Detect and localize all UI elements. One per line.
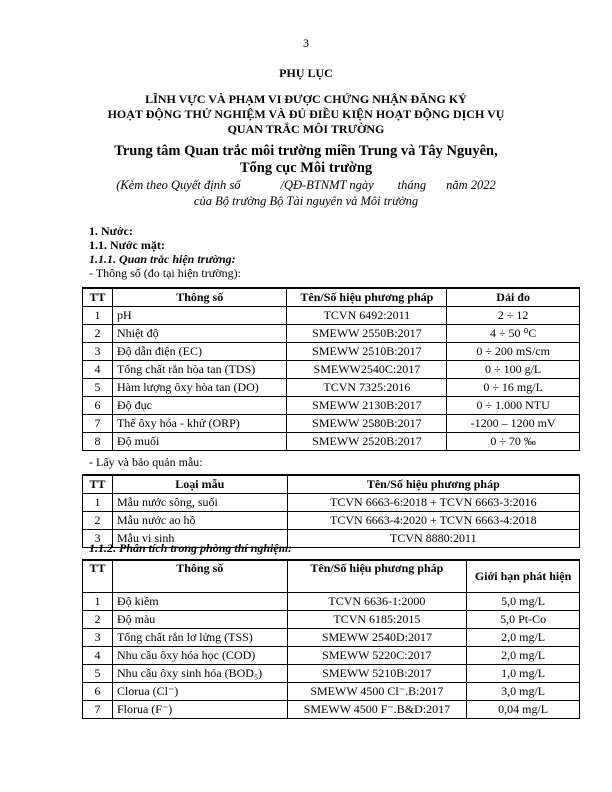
section-1-heading: 1. Nước:	[89, 224, 133, 238]
decision-part-4: năm 2022	[446, 178, 496, 192]
decision-part-3: tháng	[397, 178, 427, 192]
table-row: 5 Nhu cầu ôxy sinh hóa (BOD₅) SMEWW 5210B:2017 1,0 mg/L	[83, 665, 580, 683]
col-header-method: Tên/Số hiệu phương pháp	[287, 475, 579, 494]
col-header-parameter: Thông số	[112, 560, 287, 593]
table-row: 5 Hàm lượng ôxy hòa tan (DO) TCVN 7325:2016 0 ÷ 16 mg/L	[83, 379, 580, 397]
col-header-sample-type: Loại mẫu	[112, 475, 287, 494]
table-row: 1 Mẫu nước sông, suối TCVN 6663-6:2018 + TCVN 6663-3:2016	[83, 494, 580, 512]
col-header-tt: TT	[83, 560, 113, 593]
table-row: 2 Mẫu nước ao hồ TCVN 6663-4:2020 + TCVN 6663-4:2018	[83, 512, 580, 530]
table-row: 2 Độ màu TCVN 6185:2015 5,0 Pt-Co	[83, 611, 580, 629]
table-row: 4 Tổng chất rắn hòa tan (TDS) SMEWW2540C:2017 0 ÷ 100 g/L	[83, 361, 580, 379]
col-header-tt: TT	[83, 288, 113, 307]
table-row: 2 Nhiệt độ SMEWW 2550B:2017 4 ÷ 50 ⁰C	[83, 325, 580, 343]
table-row: 1 Độ kiềm TCVN 6636-1:2000 5,0 mg/L	[83, 593, 580, 611]
table-row: 7 Thế ôxy hóa - khử (ORP) SMEWW 2580B:2017 -1200 – 1200 mV	[83, 415, 580, 433]
sampling-table	[82, 474, 580, 548]
title-line-3: QUAN TRẮC MÔI TRƯỜNG	[227, 122, 385, 136]
field-params-note: - Thông số (đo tại hiện trường):	[89, 266, 241, 280]
decision-line-2: của Bộ trưởng Bộ Tài nguyên và Môi trường	[193, 194, 419, 208]
decision-reference	[0, 177, 612, 209]
sampling-note: - Lấy và bảo quản mẫu:	[89, 455, 203, 469]
appendix-label: PHỤ LỤC	[279, 66, 333, 80]
lab-analysis-table	[82, 559, 580, 719]
decision-part-1: (Kèm theo Quyết định số	[116, 178, 241, 192]
col-header-detection-limit: Giới hạn phát hiện	[467, 560, 580, 593]
page-number: 3	[303, 36, 309, 50]
col-header-tt: TT	[83, 475, 113, 494]
table-header-row	[83, 560, 580, 593]
table-header-row	[83, 475, 580, 494]
document-title	[0, 92, 612, 137]
decision-part-2: /QĐ-BTNMT ngày	[280, 178, 374, 192]
col-header-method: Tên/Số hiệu phương pháp	[287, 560, 467, 593]
table-row: 6 Độ đục SMEWW 2130B:2017 0 ÷ 1.000 NTU	[83, 397, 580, 415]
col-header-range: Dải đo	[447, 288, 580, 307]
org-line-1: Trung tâm Quan trắc môi trường miền Trung và Tây Nguyên,	[114, 143, 498, 159]
section-1-1-2-heading: 1.1.2. Phân tích trong phòng thí nghiệm:	[89, 541, 293, 555]
org-line-2: Tổng cục Môi trường	[239, 160, 373, 176]
field-measurement-table	[82, 287, 580, 451]
title-line-2: HOẠT ĐỘNG THỬ NGHIỆM VÀ ĐỦ ĐIỀU KIỆN HOẠT ĐỘNG DỊCH VỤ	[107, 107, 505, 121]
table-row: 3 Độ dẫn điện (EC) SMEWW 2510B:2017 0 ÷ 200 mS/cm	[83, 343, 580, 361]
section-1-1-heading: 1.1. Nước mặt:	[89, 238, 165, 252]
table-row: 7 Florua (F⁻) SMEWW 4500 F⁻.B&D:2017 0,04 mg/L	[83, 701, 580, 719]
col-header-parameter: Thông số	[112, 288, 287, 307]
table-row: 3 Tổng chất rắn lơ lửng (TSS) SMEWW 2540D:2017 2,0 mg/L	[83, 629, 580, 647]
table-header-row	[83, 288, 580, 307]
table-row: 4 Nhu cầu ôxy hóa học (COD) SMEWW 5220C:2017 2,0 mg/L	[83, 647, 580, 665]
table-row: 3 Mẫu vi sinh TCVN 8880:2011	[83, 530, 580, 548]
section-1-1-1-heading: 1.1.1. Quan trắc hiện trường:	[89, 252, 236, 266]
table-row: 1 pH TCVN 6492:2011 2 ÷ 12	[83, 307, 580, 325]
col-header-method: Tên/Số hiệu phương pháp	[287, 288, 447, 307]
table-row: 6 Clorua (Cl⁻) SMEWW 4500 Cl⁻.B:2017 3,0 mg/L	[83, 683, 580, 701]
title-line-1: LĨNH VỰC VÀ PHẠM VI ĐƯỢC CHỨNG NHẬN ĐĂNG KÝ	[145, 92, 467, 106]
table-row: 8 Độ muối SMEWW 2520B:2017 0 ÷ 70 ‰	[83, 433, 580, 451]
organization-name	[0, 143, 612, 177]
